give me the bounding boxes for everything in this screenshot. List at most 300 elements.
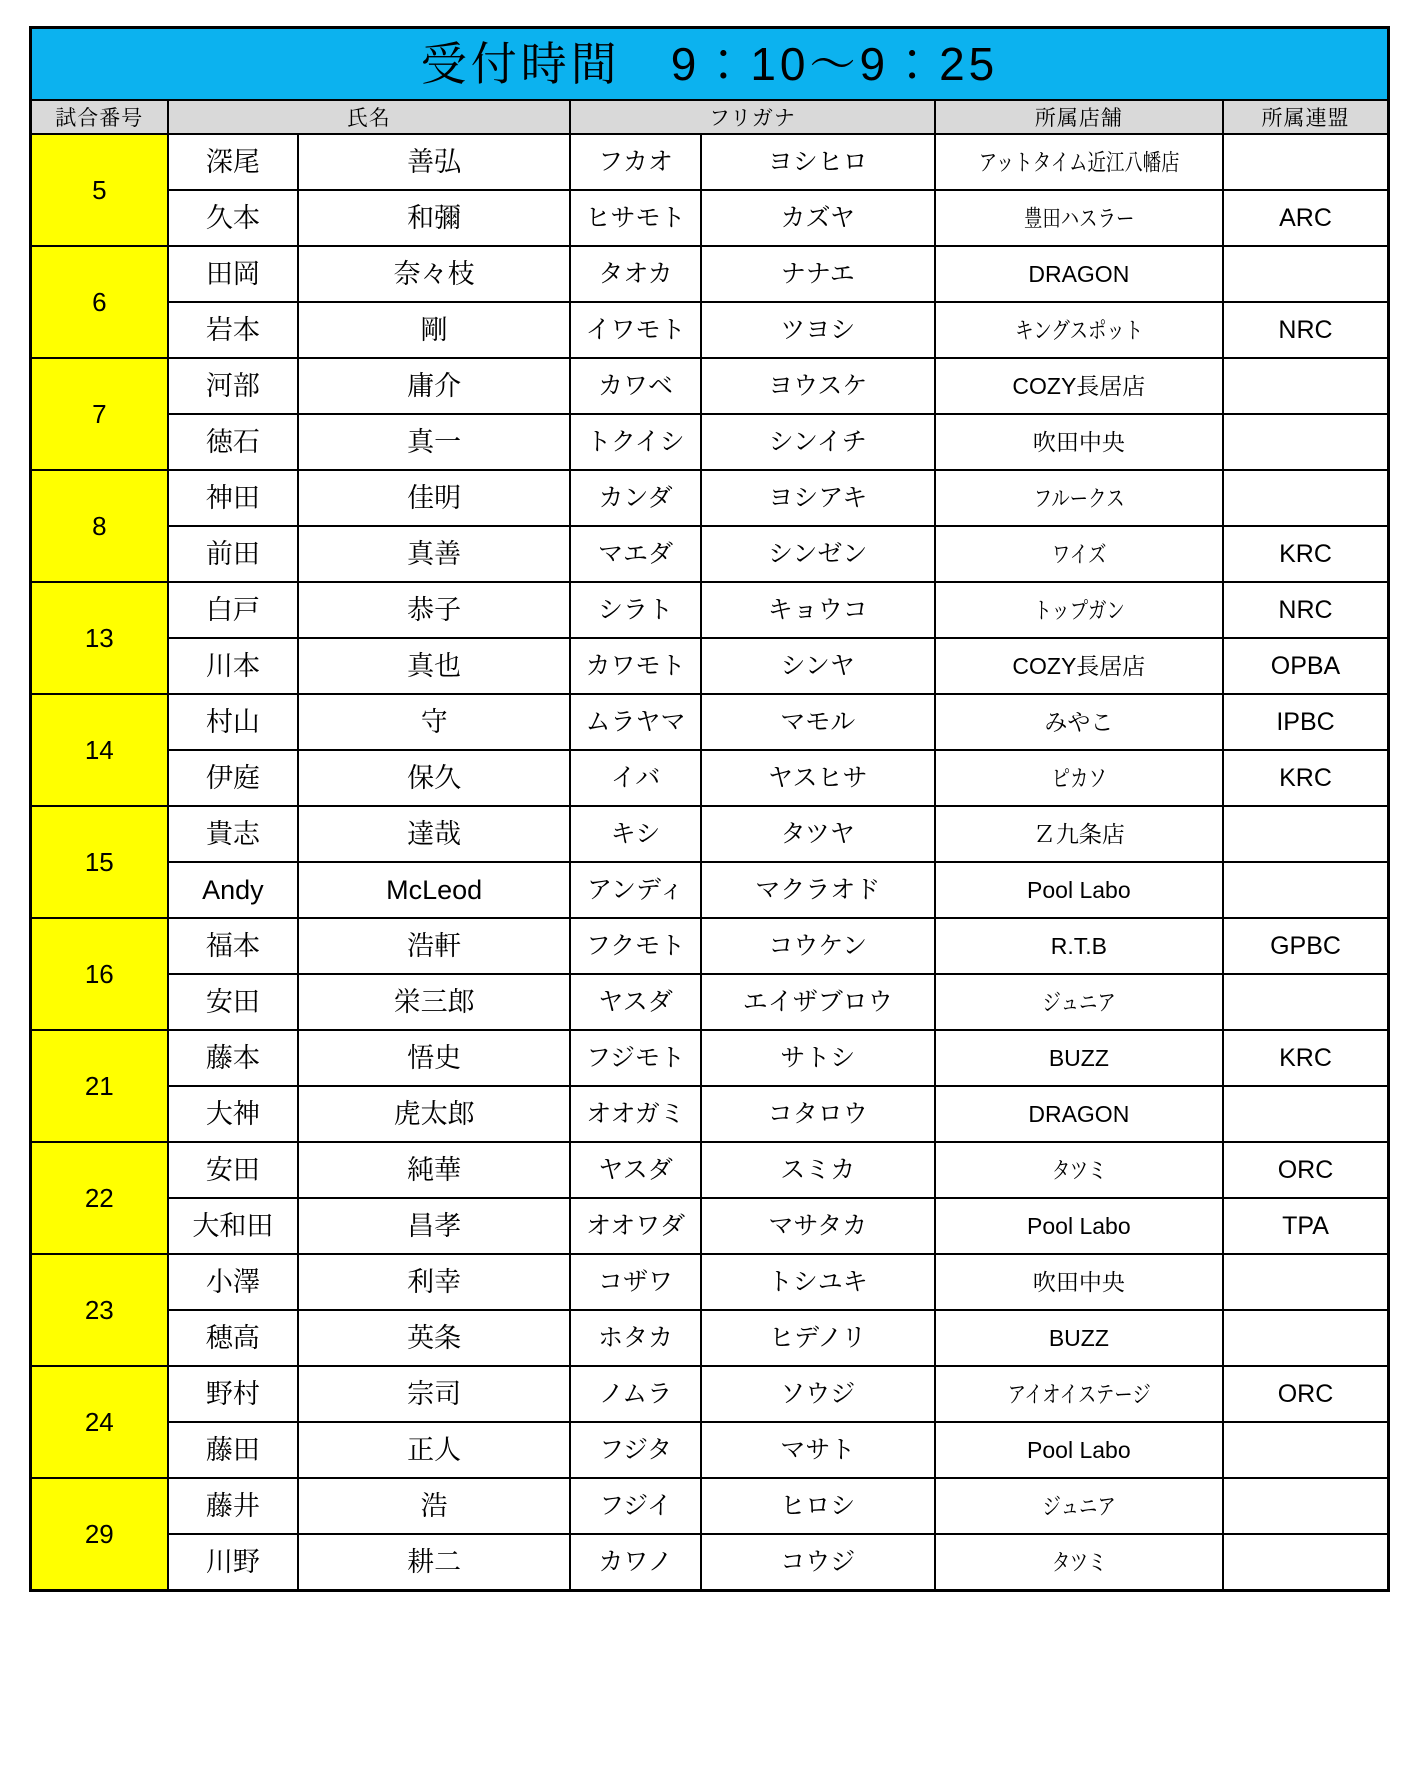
title-row [31,28,1389,101]
player-league [1223,974,1388,1030]
player-league-text: OPBA [1270,651,1341,680]
player-family-name-text: 安田 [205,1154,260,1185]
player-given-name-text: 庸介 [407,370,462,401]
player-given-kana-text: サトシ [780,1043,856,1072]
player-family-kana [570,414,701,470]
player-league [1223,694,1388,750]
player-given-kana-text: マクラオド [755,875,881,904]
player-given-kana-text: トシユキ [767,1267,868,1296]
player-shop-text: フルークス [1033,484,1125,511]
player-league-text: KRC [1279,1043,1332,1072]
player-league [1223,1254,1388,1310]
player-family-name-text: 深尾 [205,146,260,177]
player-given-name [298,582,570,638]
player-shop [935,1030,1223,1086]
player-league [1223,246,1388,302]
table-row [31,862,1389,918]
player-given-kana [701,806,935,862]
match-number-cell: 16 [31,918,168,1030]
player-given-name-text: 虎太郎 [393,1098,475,1129]
player-league [1223,1142,1388,1198]
player-league [1223,1086,1388,1142]
player-shop-text: 吹田中央 [1032,428,1125,455]
table-row [31,1198,1389,1254]
player-shop-text: ジュニア [1042,988,1116,1015]
player-shop [935,862,1223,918]
player-family-kana [570,190,701,246]
player-family-kana [570,974,701,1030]
player-family-name [168,1534,299,1591]
table-row [31,358,1389,414]
player-given-name [298,694,570,750]
header-match-no: 試合番号 [31,100,168,134]
player-family-kana [570,1422,701,1478]
player-family-name-text: 岩本 [205,314,260,345]
player-given-kana [701,1478,935,1534]
player-family-name [168,638,299,694]
player-given-kana-text: マサト [780,1435,856,1464]
match-number-cell: 5 [31,134,168,246]
table-row [31,974,1389,1030]
player-given-name [298,638,570,694]
table-row [31,1142,1389,1198]
player-family-kana-text: ムラヤマ [585,707,686,736]
player-given-kana-text: ナナエ [780,259,855,288]
player-given-name-text: 純華 [407,1154,462,1185]
player-given-name-text: 耕二 [407,1546,462,1577]
player-league [1223,190,1388,246]
player-given-name [298,302,570,358]
player-given-kana [701,470,935,526]
player-league [1223,526,1388,582]
player-shop-text: タツミ [1051,1156,1107,1183]
player-given-kana-text: ヒデノリ [769,1323,867,1352]
player-given-name [298,1310,570,1366]
player-family-kana [570,862,701,918]
player-family-kana [570,1366,701,1422]
table-row [31,302,1389,358]
player-given-kana [701,246,935,302]
player-league [1223,470,1388,526]
player-given-name [298,1422,570,1478]
player-league [1223,862,1388,918]
player-family-kana-text: ヤスダ [598,1155,673,1184]
player-given-name-text: 剛 [420,314,448,345]
player-given-name [298,974,570,1030]
player-given-name [298,358,570,414]
player-given-kana [701,414,935,470]
player-league-text: KRC [1279,539,1332,568]
player-shop-text: BUZZ [1048,1044,1109,1071]
player-given-kana-text: カズヤ [780,203,855,232]
player-family-name-text: 野村 [205,1378,260,1409]
table-row [31,1086,1389,1142]
player-family-kana-text: ホタカ [597,1323,673,1352]
player-family-name [168,414,299,470]
player-family-name [168,694,299,750]
player-family-name-text: 川本 [205,650,260,681]
player-given-name-text: 真也 [407,650,462,681]
player-family-name-text: 神田 [205,482,260,513]
player-shop [935,582,1223,638]
match-number-cell: 15 [31,806,168,918]
player-family-kana [570,246,701,302]
player-family-kana [570,1142,701,1198]
player-league-text: ORC [1277,1155,1334,1184]
player-shop-text: ジュニア [1042,1492,1116,1519]
player-given-name [298,470,570,526]
player-family-name [168,918,299,974]
player-given-kana [701,302,935,358]
player-shop-text: キングスポット [1014,316,1143,343]
player-given-name [298,414,570,470]
player-given-name-text: McLeod [386,874,483,905]
player-given-name [298,190,570,246]
player-family-name [168,1478,299,1534]
player-given-kana [701,974,935,1030]
player-given-kana [701,1366,935,1422]
match-number-cell: 13 [31,582,168,694]
player-given-name [298,918,570,974]
player-family-kana-text: イバ [610,763,661,792]
player-given-kana [701,1254,935,1310]
player-family-name-text: 川野 [205,1546,260,1577]
player-league-text: NRC [1278,315,1333,344]
player-given-kana [701,358,935,414]
player-family-name-text: 貴志 [205,818,260,849]
player-family-kana [570,694,701,750]
player-given-kana-text: ヤスヒサ [767,763,868,792]
table-row [31,694,1389,750]
player-league [1223,638,1388,694]
player-given-kana [701,190,935,246]
player-given-name-text: 真一 [407,426,462,457]
player-league [1223,918,1388,974]
player-given-name [298,750,570,806]
player-given-kana-text: シンヤ [780,651,855,680]
player-shop-text: Pool Labo [1027,1436,1131,1463]
player-shop-text: BUZZ [1048,1324,1109,1351]
player-league-text: TPA [1282,1211,1329,1240]
player-shop-text: COZY長居店 [1012,372,1146,399]
player-league-text: IPBC [1276,707,1335,736]
table-row [31,1422,1389,1478]
player-shop [935,134,1223,190]
player-family-kana-text: カワベ [597,371,673,400]
player-given-name-text: 利幸 [407,1266,462,1297]
player-given-kana [701,134,935,190]
player-shop [935,358,1223,414]
player-family-kana [570,1478,701,1534]
player-given-name [298,134,570,190]
player-given-kana-text: ヨシヒロ [767,147,868,176]
player-shop-text: みやこ [1044,708,1114,735]
table-row [31,750,1389,806]
player-given-name-text: 達哉 [407,818,462,849]
player-family-kana [570,638,701,694]
player-family-kana [570,470,701,526]
match-number-cell: 22 [31,1142,168,1254]
player-shop-text: COZY長居店 [1012,652,1146,679]
player-shop [935,1198,1223,1254]
player-shop [935,414,1223,470]
player-league [1223,1310,1388,1366]
player-given-kana [701,1030,935,1086]
player-shop [935,918,1223,974]
player-shop [935,750,1223,806]
player-shop [935,974,1223,1030]
player-family-name-text: 藤田 [205,1434,260,1465]
player-given-kana [701,694,935,750]
player-family-kana-text: ノムラ [598,1379,673,1408]
player-given-name-text: 昌孝 [407,1210,462,1241]
player-given-kana-text: ソウジ [780,1379,856,1408]
player-given-name [298,1478,570,1534]
player-given-kana-text: マモル [780,707,856,736]
table-row [31,1254,1389,1310]
player-shop [935,1310,1223,1366]
player-family-kana [570,1086,701,1142]
header-league: 所属連盟 [1223,100,1388,134]
table-row [31,1030,1389,1086]
player-given-name [298,1254,570,1310]
player-given-name-text: 善弘 [407,146,462,177]
player-given-name [298,1366,570,1422]
player-shop [935,694,1223,750]
player-league [1223,1366,1388,1422]
player-family-name-text: 前田 [205,538,260,569]
player-league [1223,358,1388,414]
player-family-name-text: 藤井 [205,1490,260,1521]
player-family-name [168,1030,299,1086]
player-given-kana-text: マサタカ [768,1211,868,1240]
match-number-cell: 21 [31,1030,168,1142]
player-family-name [168,582,299,638]
player-family-name [168,190,299,246]
player-shop-text: ワイズ [1051,540,1107,567]
player-given-kana-text: シンイチ [768,427,867,456]
player-given-kana-text: コウケン [768,931,868,960]
player-given-kana [701,1422,935,1478]
header-name: 氏名 [168,100,571,134]
player-shop-text: DRAGON [1028,260,1130,287]
player-league [1223,302,1388,358]
table-row [31,918,1389,974]
player-family-kana-text: カンダ [598,483,673,512]
player-family-kana [570,918,701,974]
player-family-name-text: 穂高 [205,1322,260,1353]
player-family-name-text: 村山 [205,706,260,737]
player-family-name-text: 久本 [205,202,260,233]
player-shop [935,302,1223,358]
player-league-text: KRC [1279,763,1332,792]
player-family-name-text: 大神 [205,1098,260,1129]
player-shop-text: Ｚ九条店 [1032,820,1125,847]
match-number-cell: 8 [31,470,168,582]
player-given-name-text: 悟史 [407,1042,462,1073]
player-given-name [298,1198,570,1254]
player-family-name-text: 伊庭 [205,762,260,793]
player-shop [935,806,1223,862]
player-given-kana [701,1534,935,1591]
player-family-kana-text: ヤスダ [598,987,673,1016]
player-given-kana-text: コウジ [780,1547,856,1576]
player-given-kana [701,750,935,806]
player-family-name-text: 安田 [205,986,260,1017]
table-row [31,582,1389,638]
header-shop: 所属店舗 [935,100,1223,134]
match-number-cell: 14 [31,694,168,806]
player-given-name-text: 佳明 [407,482,462,513]
player-given-name [298,1142,570,1198]
player-shop-text: ピカソ [1051,764,1107,791]
player-given-kana-text: ツヨシ [780,315,856,344]
player-given-name-text: 栄三郎 [393,986,475,1017]
player-family-name-text: 小澤 [205,1266,260,1297]
player-given-kana [701,1142,935,1198]
player-family-name [168,750,299,806]
player-given-name-text: 和彌 [407,202,462,233]
player-given-name-text: 英条 [407,1322,462,1353]
player-family-name-text: 田岡 [205,258,260,289]
player-family-kana-text: フジタ [598,1435,672,1464]
player-family-name [168,1310,299,1366]
player-family-name [168,526,299,582]
player-shop-text: アットタイム近江八幡店 [978,148,1180,175]
player-family-name [168,974,299,1030]
player-family-name [168,862,299,918]
table-row [31,1310,1389,1366]
player-shop-text: トップガン [1033,596,1125,623]
player-family-kana [570,1534,701,1591]
player-family-kana-text: オオワダ [585,1211,685,1240]
player-league [1223,1534,1388,1591]
player-shop-text: Pool Labo [1027,1212,1131,1239]
table-row [31,414,1389,470]
player-shop [935,526,1223,582]
player-given-name-text: 浩 [420,1490,448,1521]
player-given-kana-text: エイザブロウ [742,987,893,1016]
match-number-cell: 7 [31,358,168,470]
player-family-kana-text: トクイシ [586,427,685,456]
player-shop-text: 豊田ハスラー [1023,204,1135,231]
player-family-kana-text: フジイ [599,1491,672,1520]
player-league-text: ARC [1279,203,1332,232]
player-given-kana-text: コタロウ [767,1099,868,1128]
player-family-kana-text: コザワ [597,1267,673,1296]
player-shop [935,1478,1223,1534]
player-given-name [298,806,570,862]
table-body [31,28,1389,1591]
player-family-kana-text: フカオ [598,147,673,176]
player-family-kana-text: シラト [597,595,673,624]
player-family-name-text: 福本 [205,930,260,961]
player-shop [935,638,1223,694]
player-family-kana [570,358,701,414]
player-given-kana [701,582,935,638]
player-family-name [168,358,299,414]
player-shop [935,1422,1223,1478]
player-given-kana-text: ヨシアキ [768,483,868,512]
player-given-kana-text: タツヤ [780,819,855,848]
player-family-name-text: 河部 [205,370,260,401]
table-row [31,1478,1389,1534]
player-given-name [298,246,570,302]
player-shop-text: R.T.B [1050,932,1107,959]
player-family-name [168,1422,299,1478]
player-family-name [168,1142,299,1198]
player-family-name [168,470,299,526]
player-family-kana [570,134,701,190]
player-given-kana [701,1198,935,1254]
table-row [31,526,1389,582]
player-league [1223,1030,1388,1086]
player-given-name-text: 正人 [407,1434,462,1465]
player-shop [935,1366,1223,1422]
player-league-text: NRC [1278,595,1333,624]
table-row [31,470,1389,526]
player-given-kana-text: ヨウスケ [768,371,868,400]
player-family-kana [570,1030,701,1086]
player-given-name [298,862,570,918]
player-family-kana-text: イワモト [585,315,686,344]
player-family-name-text: 徳石 [205,426,260,457]
table-row [31,190,1389,246]
player-family-kana-text: マエダ [597,539,673,568]
page-title: 受付時間 9：10〜9：25 [31,28,1389,101]
player-shop-text: タツミ [1051,1548,1107,1575]
player-family-name [168,1198,299,1254]
table-row [31,246,1389,302]
player-given-kana-text: キョウコ [767,595,868,624]
player-family-kana-text: キシ [610,819,661,848]
player-family-name [168,806,299,862]
player-given-name [298,526,570,582]
player-family-kana [570,582,701,638]
player-shop-text: Pool Labo [1027,876,1131,903]
header-furigana: フリガナ [570,100,935,134]
player-shop [935,1142,1223,1198]
match-number-cell: 6 [31,246,168,358]
player-given-kana [701,918,935,974]
player-league-text: GPBC [1270,931,1341,960]
table-row [31,134,1389,190]
player-shop [935,1534,1223,1591]
table-row [31,806,1389,862]
match-number-cell: 23 [31,1254,168,1366]
player-league [1223,1478,1388,1534]
player-family-name-text: Andy [202,874,264,905]
header-row [31,100,1389,134]
reception-schedule-table [29,26,1390,1592]
player-given-kana-text: スミカ [780,1155,856,1184]
player-given-name-text: 浩軒 [407,930,462,961]
table-row [31,638,1389,694]
player-given-kana [701,862,935,918]
table-row [31,1366,1389,1422]
player-given-name-text: 守 [420,706,448,737]
player-given-name-text: 宗司 [407,1378,462,1409]
player-family-kana-text: カワノ [598,1547,673,1576]
player-given-kana [701,1086,935,1142]
player-family-kana-text: タオカ [598,259,673,288]
player-shop-text: アイオイステージ [1007,1380,1151,1407]
player-given-name [298,1030,570,1086]
player-family-kana [570,1198,701,1254]
player-league [1223,1198,1388,1254]
player-given-kana [701,526,935,582]
player-family-kana [570,302,701,358]
